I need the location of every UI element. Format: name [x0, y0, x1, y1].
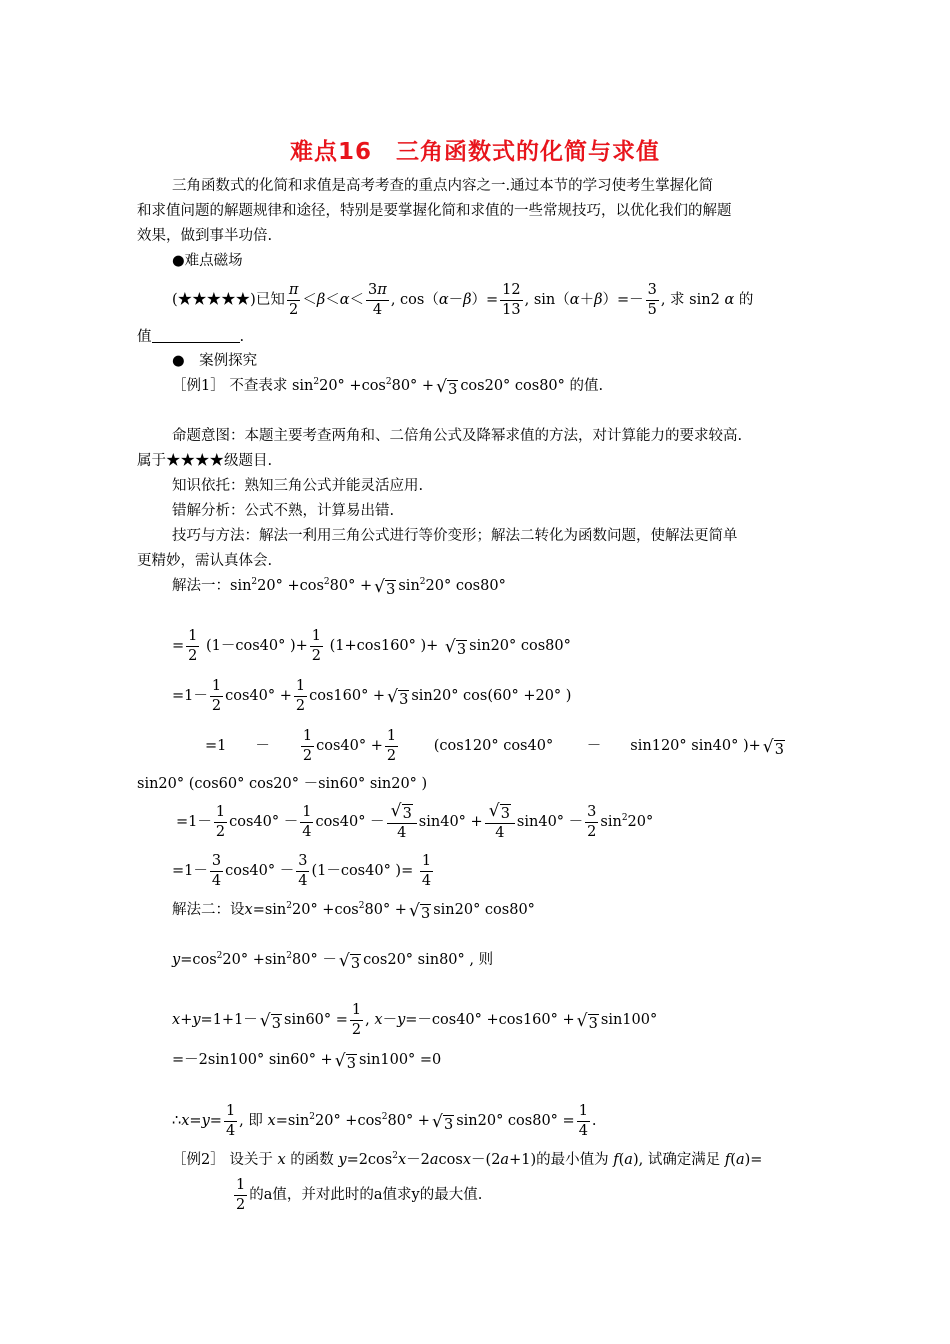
section-heading-cases: ● 案例探究 [172, 353, 258, 369]
method2-line-3: x+y=1+1－√ 3 sin60° = $\frac{1}{2}$ , x－y=－cos40° +cos160° +√ 3 sin100° [172, 1000, 657, 1040]
method2-line-4: =－2sin100° sin60° +√ 3 sin100° =0 [172, 1050, 441, 1073]
method1-step-1: = $\frac{1}{2}$ (1－cos40° )+ $\frac{1}{2}$ (1+cos160° )+ √ 3 sin20° cos80° [172, 626, 571, 666]
problem-statement: (★★★★★)已知 $\frac{\pi}{2}$ ＜β＜α＜ $\frac{3\pi}{4}$ , cos（α－β）= $\frac{12}{13}$ , sin（α＋β）=－ $\frac{3}{5}$ , 求 sin2 α 的 [172, 281, 754, 318]
answer-blank [152, 328, 240, 343]
example1-label: ［例1］ 不查表求 [172, 378, 288, 394]
example2-statement: ［例2］ 设关于 x 的函数 $y=2\cos^2x-2acosx-(2a+1)$的最小值为 f(a), 试确定满足 f(a)= [172, 1151, 763, 1168]
method1-step-2: =1－ $\frac{1}{2}$ cos40° + $\frac{1}{2}$ cos160° +√ 3 sin20° cos(60° +20° ) [172, 676, 571, 716]
intent-line-1: 命题意图：本题主要考查两角和、二倍角公式及降幂求值的方法，对计算能力的要求较高. [172, 428, 743, 444]
example1-statement: ［例1］ 不查表求 $\sin^220^\circ +\cos^280^\circ$ +√ 3 cos20° cos80° 的值. [172, 376, 603, 399]
example2-label: ［例2］ 设关于 [172, 1152, 273, 1168]
intro-line-3: 效果，做到事半功倍. [137, 228, 273, 244]
section-heading-difficulty: ●难点磁场 [172, 253, 243, 269]
example2-tail: 的最小值为 [536, 1152, 609, 1168]
intro-line-2: 和求值问题的解题规律和途径，特别是要掌握化简和求值的一些常规技巧，以优化我们的解题 [137, 203, 732, 219]
example2-line2-text: 的a值，并对此时的a值求y的最大值. [249, 1187, 483, 1203]
method1-line-1: 解法一：$\sin^220^\circ +\cos^280^\circ$ +√ 3 $\sin^220^\circ$ cos80° [172, 576, 506, 599]
method1-label: 解法一： [172, 578, 230, 594]
method2-line-1: 解法二：设$x=\sin^220^\circ +\cos^280^\circ$ +√ 3 sin20° cos80° [172, 900, 535, 923]
method1-step-3-cont: sin20° (cos60° cos20° －sin60° sin20° ) [137, 776, 428, 792]
page-title: 难点16 三角函数式的化简与求值 [289, 139, 660, 165]
method1-step-4: =1－ $\frac{1}{2}$ cos40° － $\frac{1}{4}$ cos40° － √ $\frac{3}{4}$ sin40° + √ $\frac{3}{4}$ sin40° － $\frac{3}{2}$ $\sin^220^\circ$ [176, 800, 653, 844]
method2-line-2: $y=\cos^220^\circ +\sin^280^\circ$ －√ 3 cos20° sin80° , 则 [172, 950, 493, 973]
skill-line-2: 更精妙，需认真体会. [137, 553, 273, 569]
knowledge-line: 知识依托：熟知三角公式并能灵活应用. [172, 478, 424, 494]
problem-answer-line: 值 . [137, 329, 245, 345]
value-word: 值 [137, 329, 152, 345]
method1-step-3: =1 － $\frac{1}{2}$ cos40° + $\frac{1}{2}$ (cos120° cos40° － sin120° sin40° )+√ 3 [205, 726, 787, 766]
method2-label: 解法二：设 [172, 902, 245, 918]
intro-line-1: 三角函数式的化简和求值是高考考查的重点内容之一.通过本节的学习使考生掌握化简 [172, 178, 714, 194]
problem-stars: (★★★★★)已知 [172, 292, 285, 308]
method2-conclusion: ∴x=y= $\frac{1}{4}$ , 即 $x=\sin^220^\circ +\cos^280^\circ$ +√ 3 sin20° cos80° = $\frac{1}{4}$ . [172, 1101, 597, 1141]
skill-line-1: 技巧与方法：解法一利用三角公式进行等价变形；解法二转化为函数问题，使解法更简单 [172, 528, 738, 544]
error-line: 错解分析：公式不熟，计算易出错. [172, 503, 395, 519]
intent-line-2: 属于★★★★级题目. [137, 453, 273, 469]
example2-line-2: $\frac{1}{2}$ 的a值，并对此时的a值求y的最大值. [236, 1176, 483, 1213]
method1-step-5: =1－ $\frac{3}{4}$ cos40° － $\frac{3}{4}$ (1－cos40° )= $\frac{1}{4}$ [172, 852, 432, 889]
